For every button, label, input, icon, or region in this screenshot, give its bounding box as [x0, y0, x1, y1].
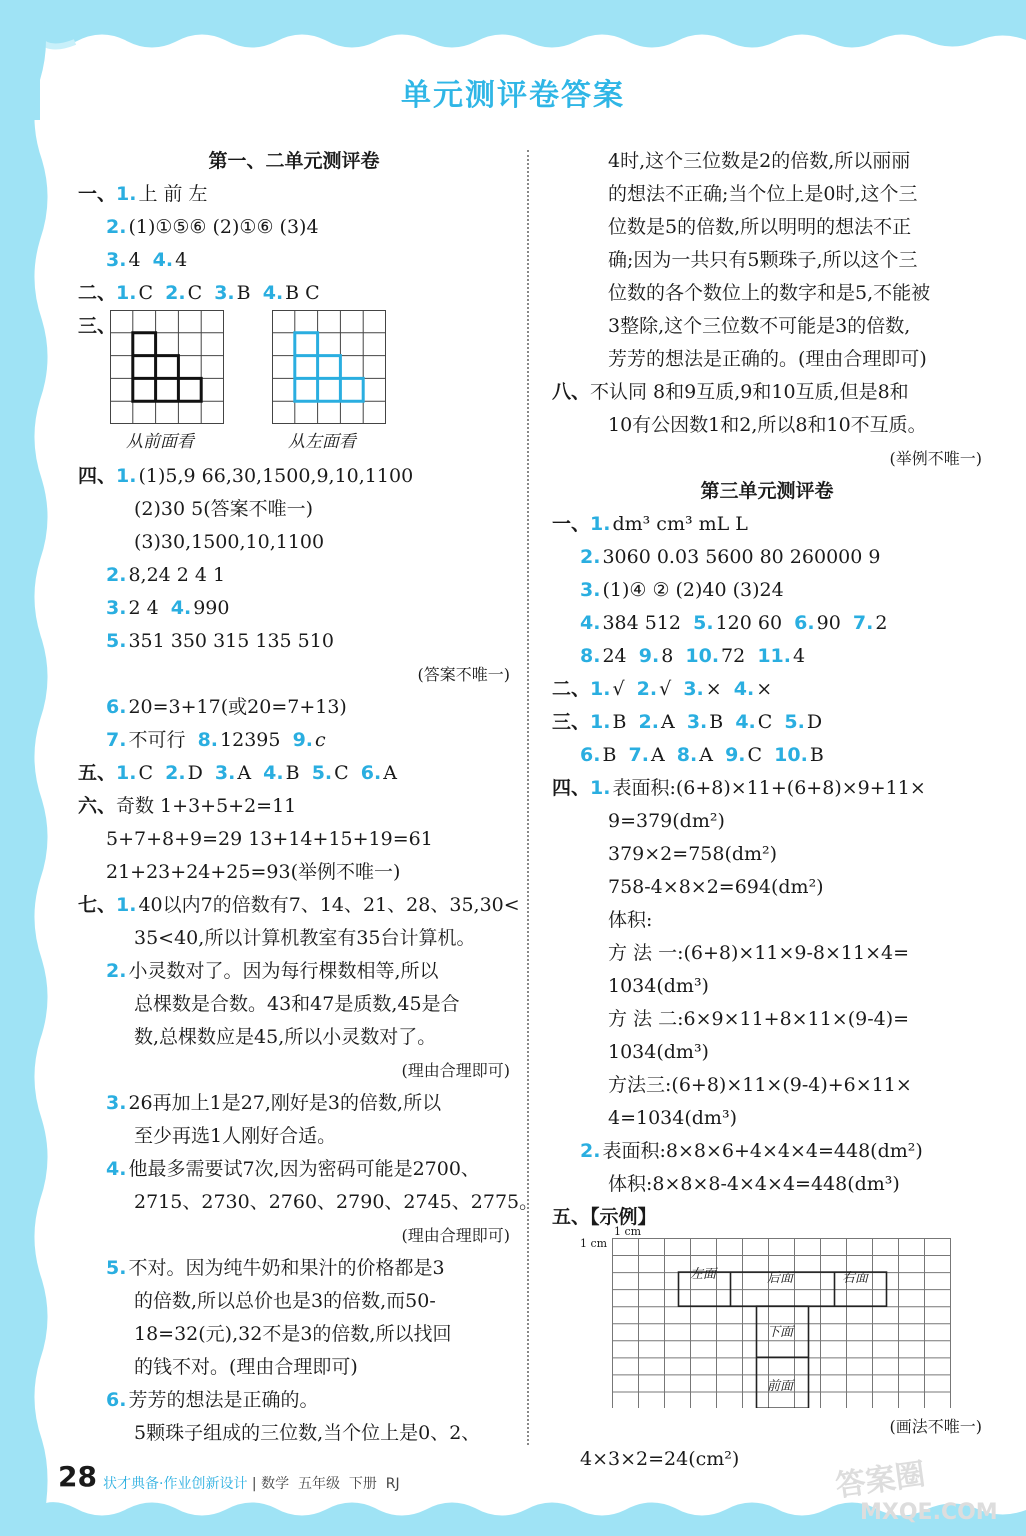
page-title: 单元测评卷答案 — [401, 78, 625, 113]
answer-line — [106, 1153, 510, 1186]
face-label-left: 左面 — [690, 1267, 717, 1282]
answer-text: 24 — [602, 645, 627, 667]
question-number: 3. — [686, 711, 708, 733]
answer-line — [106, 625, 510, 658]
answer-line — [106, 559, 510, 592]
answer-text: (1)④ ② (2)40 (3)24 — [602, 579, 784, 601]
answer-line: 总棵数是合数。43和47是质数,45是合 — [134, 993, 460, 1015]
grid-caption: 从前面看 — [126, 432, 194, 452]
answer-text: C — [747, 744, 763, 766]
section-label: 二、 — [78, 282, 117, 304]
answer-text: D — [806, 711, 823, 733]
section-label: 六、 — [78, 795, 117, 817]
answer-text: D — [187, 762, 203, 784]
answer-text: 351 350 315 135 510 — [128, 630, 334, 652]
question-number: 3. — [214, 762, 236, 784]
watermark-logo: 答案圈 — [833, 1456, 928, 1505]
answer-line: 1034(dm³) — [608, 1041, 709, 1063]
answer-line: 3整除,这个三位数不可能是3的倍数, — [608, 315, 911, 337]
answer-line — [78, 1219, 510, 1252]
answer-line — [552, 673, 982, 706]
question-number: 4. — [262, 282, 284, 304]
footer — [58, 1460, 400, 1493]
left-border — [0, 0, 60, 1536]
answer-text: 90 — [816, 612, 841, 634]
right-column — [552, 145, 982, 1476]
answer-text: 4 — [175, 249, 188, 271]
answer-line: 方 法 一:(6+8)×11×9-8×11×4= — [608, 942, 910, 964]
answer-text: B — [236, 282, 251, 304]
answer-line: 确;因为一共只有5颗珠子,所以这个三 — [608, 249, 918, 271]
question-number: 2. — [638, 711, 659, 733]
answer-line — [552, 1410, 982, 1443]
face-label-back: 后面 — [767, 1271, 794, 1286]
answer-line: 21+23+24+25=93(举例不唯一) — [106, 861, 401, 883]
question-number: 8. — [197, 729, 219, 751]
edition: RJ — [385, 1476, 400, 1492]
face-label-front: 前面 — [767, 1379, 794, 1394]
section-label: 一、 — [552, 513, 591, 535]
answer-line — [580, 1135, 982, 1168]
answer-note: (理由合理即可) — [401, 1061, 510, 1080]
section-label: 三、 — [78, 315, 117, 337]
answer-text: B — [612, 711, 627, 733]
answer-text: (1)5,9 66,30,1500,9,10,1100 — [138, 465, 414, 487]
answer-line: 方 法 二:6×9×11+8×11×(9-4)= — [608, 1008, 910, 1030]
answer-text: C — [138, 282, 154, 304]
answer-text: 2 4 — [128, 597, 159, 619]
answer-text: A — [383, 762, 397, 784]
question-number: 4. — [735, 711, 756, 733]
footer-text: 状才典备·作业创新设计 | 数学 五年级 下册 RJ — [103, 1476, 400, 1492]
question-number: 5. — [693, 612, 714, 634]
answer-line — [106, 724, 510, 757]
question-number: 2. — [580, 1140, 601, 1162]
answer-text: 8 — [661, 645, 674, 667]
term: 下册 — [348, 1476, 377, 1492]
watermark-url: MXQE.COM — [860, 1500, 998, 1525]
question-number: 8. — [676, 744, 698, 766]
question-number: 5. — [784, 711, 805, 733]
answer-line — [580, 640, 982, 673]
section-label: 一、 — [78, 183, 117, 205]
answer-note: (画法不唯一) — [889, 1417, 982, 1436]
question-number: 9. — [638, 645, 660, 667]
answer-text: (1)①⑤⑥ (2)①⑥ (3)4 — [128, 216, 319, 238]
answer-line: 体积:8×8×8-4×4×4=448(dm³) — [608, 1173, 900, 1195]
answer-text: 120 60 — [715, 612, 783, 634]
question-number: 10. — [774, 744, 808, 766]
column-divider — [527, 150, 529, 1445]
answer-line: 位数的各个数位上的数字和是5,不能被 — [608, 282, 931, 304]
answer-line — [106, 1087, 510, 1120]
answer-text: A — [660, 711, 675, 733]
question-number: 1. — [116, 183, 137, 205]
question-number: 9. — [725, 744, 746, 766]
unit-label-left: 1 cm — [580, 1237, 608, 1250]
answer-line: 9=379(dm²) — [608, 810, 725, 832]
answer-line — [78, 658, 510, 691]
question-number: 3. — [683, 678, 704, 700]
answer-line: 位数是5的倍数,所以明明的想法不正 — [608, 216, 912, 238]
question-number: 6. — [106, 1389, 127, 1411]
answer-text: c — [315, 729, 326, 751]
answer-line: 的钱不对。(理由合理即可) — [134, 1356, 358, 1378]
question-number: 6. — [106, 696, 127, 718]
answer-text: 芳芳的想法是正确的。 — [128, 1389, 319, 1411]
answer-text: 3060 0.03 5600 80 260000 9 — [602, 546, 881, 568]
answer-text: dm³ cm³ mL L — [612, 513, 748, 535]
answer-text: √ — [612, 678, 625, 700]
answer-text: 2 — [875, 612, 888, 634]
question-number: 3. — [106, 1092, 127, 1114]
section-label: 四、 — [552, 777, 591, 799]
answer-text: B C — [285, 282, 320, 304]
answer-text: A — [699, 744, 713, 766]
question-number: 1. — [116, 465, 137, 487]
answer-line: 方法三:(6+8)×11×(9-4)+6×11× — [608, 1074, 912, 1096]
answer-text: 72 — [721, 645, 746, 667]
answer-line — [552, 508, 982, 541]
answer-line: 379×2=758(dm²) — [608, 843, 778, 865]
answer-text: 4 — [128, 249, 141, 271]
question-number: 7. — [852, 612, 874, 634]
answer-line: 4时,这个三位数是2的倍数,所以丽丽 — [608, 150, 911, 172]
answer-line: 758-4×8×2=694(dm²) — [608, 876, 824, 898]
answer-text: 不可行 — [128, 729, 186, 751]
answer-line: 4=1034(dm³) — [608, 1107, 737, 1129]
answer-line: 5颗珠子组成的三位数,当个位上是0、2、 — [134, 1422, 481, 1444]
answer-line: 35<40,所以计算机教室有35台计算机。 — [134, 927, 476, 949]
answer-line: 体积: — [608, 909, 653, 931]
question-number: 1. — [116, 894, 137, 916]
question-number: 7. — [106, 729, 127, 751]
section-label: 四、 — [78, 465, 117, 487]
answer-line — [106, 211, 510, 244]
answer-text: 990 — [193, 597, 230, 619]
example-tag: 【示例】 — [590, 1206, 657, 1228]
question-number: 3. — [106, 249, 127, 271]
front-view-grid — [110, 310, 224, 424]
left-view-grid — [272, 310, 386, 424]
answer-line — [106, 691, 510, 724]
question-number: 1. — [590, 711, 611, 733]
answer-text: B — [709, 711, 724, 733]
answer-text: C — [187, 282, 203, 304]
question-number: 7. — [628, 744, 649, 766]
answer-line — [106, 1252, 510, 1285]
answer-line: (3)30,1500,10,1100 — [134, 531, 325, 553]
unit-label-top: 1 cm — [614, 1225, 642, 1238]
answer-line: (2)30 5(答案不唯一) — [134, 498, 314, 520]
answer-text: 他最多需要试7次,因为密码可能是2700、 — [128, 1158, 480, 1180]
answer-text: 上 前 左 — [138, 183, 208, 205]
section-label: 二、 — [552, 678, 591, 700]
answer-line — [580, 574, 982, 607]
view-diagrams — [78, 310, 510, 460]
question-number: 10. — [685, 645, 720, 667]
answer-line — [580, 541, 982, 574]
question-number: 1. — [116, 762, 137, 784]
answer-text: 384 512 — [602, 612, 682, 634]
grid-caption: 从左面看 — [288, 432, 356, 452]
answer-line — [552, 442, 982, 475]
answer-text: A — [237, 762, 252, 784]
answer-line — [78, 277, 510, 310]
answer-line: 数,总棵数应是45,所以小灵数对了。 — [134, 1026, 437, 1048]
question-number: 2. — [106, 564, 127, 586]
question-number: 5. — [311, 762, 333, 784]
answer-line — [552, 376, 982, 409]
answer-note: (理由合理即可) — [401, 1226, 510, 1245]
question-number: 5. — [106, 1257, 127, 1279]
answer-line: 10有公因数1和2,所以8和10不互质。 — [608, 414, 927, 436]
answer-line: 5+7+8+9=29 13+14+15+19=61 — [106, 828, 433, 850]
answer-line — [78, 757, 510, 790]
answer-text: 20=3+17(或20=7+13) — [128, 696, 347, 718]
answer-text: C — [757, 711, 773, 733]
answer-line: 2715、2730、2760、2790、2745、2775。 — [134, 1191, 539, 1213]
section-heading: 第三单元测评卷 — [700, 480, 834, 502]
question-number: 4. — [580, 612, 601, 634]
answer-line: 至少再选1人刚好合适。 — [134, 1125, 337, 1147]
question-number: 5. — [106, 630, 127, 652]
answer-text: C — [334, 762, 349, 784]
section-heading: 第一、二单元测评卷 — [208, 150, 380, 172]
question-number: 2. — [165, 762, 186, 784]
question-number: 1. — [116, 282, 137, 304]
question-number: 1. — [590, 513, 611, 535]
answer-text: √ — [659, 678, 672, 700]
answer-text: × — [705, 678, 722, 700]
answer-line: 的想法不正确;当个位上是0时,这个三 — [608, 183, 918, 205]
answer-line — [78, 460, 510, 493]
answer-text: A — [650, 744, 665, 766]
question-number: 8. — [580, 645, 601, 667]
question-number: 6. — [794, 612, 815, 634]
series-name: 状才典备·作业创新设计 — [103, 1476, 248, 1492]
answer-line — [106, 955, 510, 988]
answer-text: B — [602, 744, 617, 766]
question-number: 2. — [636, 678, 658, 700]
answer-text: B — [285, 762, 300, 784]
answer-text: 不认同 8和9互质,9和10互质,但是8和 — [590, 381, 909, 403]
answer-line — [78, 1054, 510, 1087]
question-number: 2. — [580, 546, 601, 568]
page-number: 28 — [58, 1460, 97, 1493]
answer-line: 18=32(元),32不是3的倍数,所以找回 — [134, 1323, 452, 1345]
question-number: 4. — [170, 597, 192, 619]
answer-text: 12395 — [220, 729, 281, 751]
answer-line: 1034(dm³) — [608, 975, 709, 997]
left-column — [78, 145, 539, 1450]
answer-line — [106, 244, 510, 277]
answer-line — [552, 706, 982, 739]
answer-text: 40以内7的倍数有7、14、21、28、35,30< — [138, 894, 520, 916]
answer-line — [580, 739, 982, 772]
question-number: 3. — [106, 597, 127, 619]
answer-text: C — [138, 762, 154, 784]
answer-line — [78, 178, 510, 211]
answer-note: (举例不唯一) — [889, 449, 982, 468]
face-label-bottom: 下面 — [767, 1325, 794, 1340]
section-label: 五、 — [78, 762, 117, 784]
question-number: 4. — [733, 678, 755, 700]
answer-note: (答案不唯一) — [417, 665, 510, 684]
answer-line — [78, 790, 510, 823]
answer-line: 芳芳的想法是正确的。(理由合理即可) — [608, 348, 927, 370]
answer-text: 奇数 1+3+5+2=11 — [116, 795, 297, 817]
question-number: 4. — [152, 249, 174, 271]
section-label: 七、 — [78, 894, 117, 916]
question-number: 9. — [292, 729, 314, 751]
answer-line — [106, 1384, 510, 1417]
question-number: 3. — [214, 282, 235, 304]
question-number: 2. — [106, 960, 127, 982]
question-number: 4. — [263, 762, 284, 784]
answer-line — [552, 772, 982, 805]
answer-text: 4 — [793, 645, 806, 667]
question-number: 2. — [106, 216, 127, 238]
question-number: 1. — [590, 777, 611, 799]
section-label: 八、 — [552, 381, 591, 403]
section-label: 五、 — [552, 1206, 591, 1228]
question-number: 3. — [580, 579, 601, 601]
section-label: 三、 — [552, 711, 591, 733]
answer-line — [78, 889, 520, 922]
subject: 数学 — [261, 1476, 290, 1492]
question-number: 1. — [590, 678, 611, 700]
question-number: 4. — [106, 1158, 127, 1180]
answer-line — [580, 607, 982, 640]
answer-line — [106, 592, 510, 625]
answer-line: 的倍数,所以总价也是3的倍数,而50- — [134, 1290, 436, 1312]
answer-text: × — [756, 678, 773, 700]
answer-text: 表面积:8×8×6+4×4×4=448(dm²) — [602, 1140, 923, 1162]
net-diagram — [552, 1225, 982, 1410]
answer-text: 小灵数对了。因为每行棵数相等,所以 — [128, 960, 439, 982]
question-number: 2. — [165, 282, 186, 304]
answer-text: 表面积:(6+8)×11+(6+8)×9+11× — [612, 777, 926, 799]
answer-text: B — [809, 744, 824, 766]
grade: 五年级 — [297, 1476, 340, 1492]
answer-text: 26再加上1是27,刚好是3的倍数,所以 — [128, 1092, 442, 1114]
answer-line: 4×3×2=24(cm²) — [580, 1448, 740, 1470]
face-label-right: 右面 — [842, 1271, 869, 1286]
question-number: 11. — [757, 645, 791, 667]
question-number: 6. — [360, 762, 382, 784]
question-number: 6. — [580, 744, 601, 766]
answer-text: 8,24 2 4 1 — [128, 564, 226, 586]
answer-text: 不对。因为纯牛奶和果汁的价格都是3 — [128, 1257, 445, 1279]
